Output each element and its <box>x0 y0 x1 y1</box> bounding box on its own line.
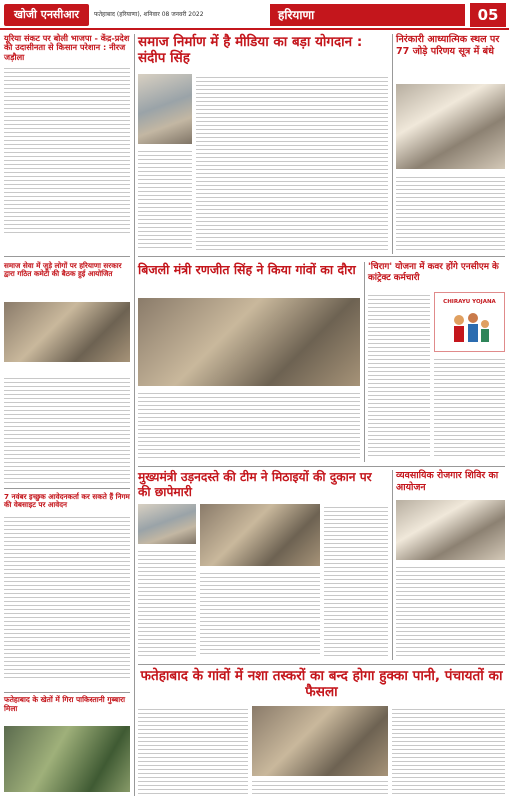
body-text <box>138 390 360 460</box>
masthead <box>0 0 509 30</box>
headline: मुख्यमंत्री उड़नदस्ते की टीम ने मिठाइयों की दुकान पर की छापेमारी <box>138 470 372 499</box>
raid-photo <box>138 504 196 544</box>
wedding-photo <box>396 84 505 169</box>
headline: यूरिया संकट पर बोली भाजपा - केंद्र-प्रदेश की उदासीनता से किसान परेशान : नीरज जड़ौला <box>4 33 130 62</box>
body-text <box>4 65 130 235</box>
article-employment-camp <box>396 470 505 660</box>
headline: व्यवसायिक रोजगार शिविर का आयोजन <box>396 470 499 493</box>
headline: 7 नवंबर इच्छुक आवेदनकर्ता कर सकते हैं निगम की वेबसाइट पर आवेदन <box>4 492 130 510</box>
body-text <box>4 375 130 485</box>
divider <box>4 692 130 693</box>
body-text <box>4 514 130 679</box>
body-text-middle <box>200 570 320 656</box>
brand-logo: खोजी एनसीआर <box>4 4 89 26</box>
column-rule <box>392 470 393 660</box>
chirayu-logo <box>434 292 505 352</box>
headline: 'चिराग' योजना में कवर होंगे एनसीएम के कांट्रेक्ट कर्मचारी <box>368 262 499 283</box>
article-cm-flying-squad <box>138 470 388 660</box>
article-chirag <box>368 262 505 462</box>
headline: फतेहाबाद के गांवों में नशा तस्करों का बन्द होगा हुक्का पानी, पंचायतों का फैसला <box>140 668 503 700</box>
field-photo <box>4 726 130 792</box>
body-text <box>368 292 430 458</box>
article-left-middle <box>4 262 130 374</box>
meeting-photo <box>4 302 130 362</box>
body-text <box>138 548 196 656</box>
headline: बिजली मंत्री रणजीत सिंह ने किया गांवों का दौरा <box>138 262 356 277</box>
body-text <box>138 706 248 794</box>
headline: निरंकारी आध्यात्मिक स्थल पर 77 जोड़े परिणय सूत्र में बंधे <box>396 34 500 57</box>
camp-photo <box>396 500 505 560</box>
article-left-bottom <box>4 696 130 796</box>
logo-label: CHIRAYU YOJANA <box>443 299 496 305</box>
body-text-right <box>324 504 388 656</box>
speaker-photo <box>138 74 192 144</box>
panchayat-photo <box>252 706 388 776</box>
headline: समाज सेवा में जुड़े लोगों पर हरियाणा सरकार द्वारा गठित कमेटी की बैठक हुई आयोजित <box>4 261 122 279</box>
column-rule <box>134 34 135 796</box>
minister-photo <box>138 298 360 386</box>
column-rule <box>392 34 393 254</box>
page-number: 05 <box>470 3 506 27</box>
body-text <box>196 74 388 250</box>
dateline: फतेहाबाद (हरियाणा), शनिवार 08 जनवरी 2022 <box>94 11 204 18</box>
photo-caption <box>252 778 388 794</box>
article-power-minister <box>138 262 360 462</box>
column-rule <box>364 262 365 462</box>
divider <box>138 466 505 467</box>
body-text <box>396 564 505 656</box>
sweets-shop-photo <box>200 504 320 566</box>
divider <box>138 664 505 665</box>
article-left-top <box>4 34 130 254</box>
divider <box>4 256 130 257</box>
article-drug-smugglers <box>138 668 505 796</box>
body-text-right <box>434 356 505 458</box>
body-text-left <box>138 148 192 250</box>
article-nirankari <box>396 34 505 254</box>
section-title: हरियाणा <box>270 4 465 26</box>
article-media <box>138 34 388 254</box>
headline: फतेहाबाद के खेतों में गिरा पाकिस्तानी गुब्बारा मिला <box>4 695 126 713</box>
divider <box>4 488 130 489</box>
body-text-right <box>392 706 505 794</box>
divider <box>138 256 505 257</box>
body-text <box>396 174 505 250</box>
article-left-lower <box>4 493 130 713</box>
headline: समाज निर्माण में है मीडिया का बड़ा योगदान : संदीप सिंह <box>138 34 363 66</box>
family-icon <box>435 308 506 348</box>
